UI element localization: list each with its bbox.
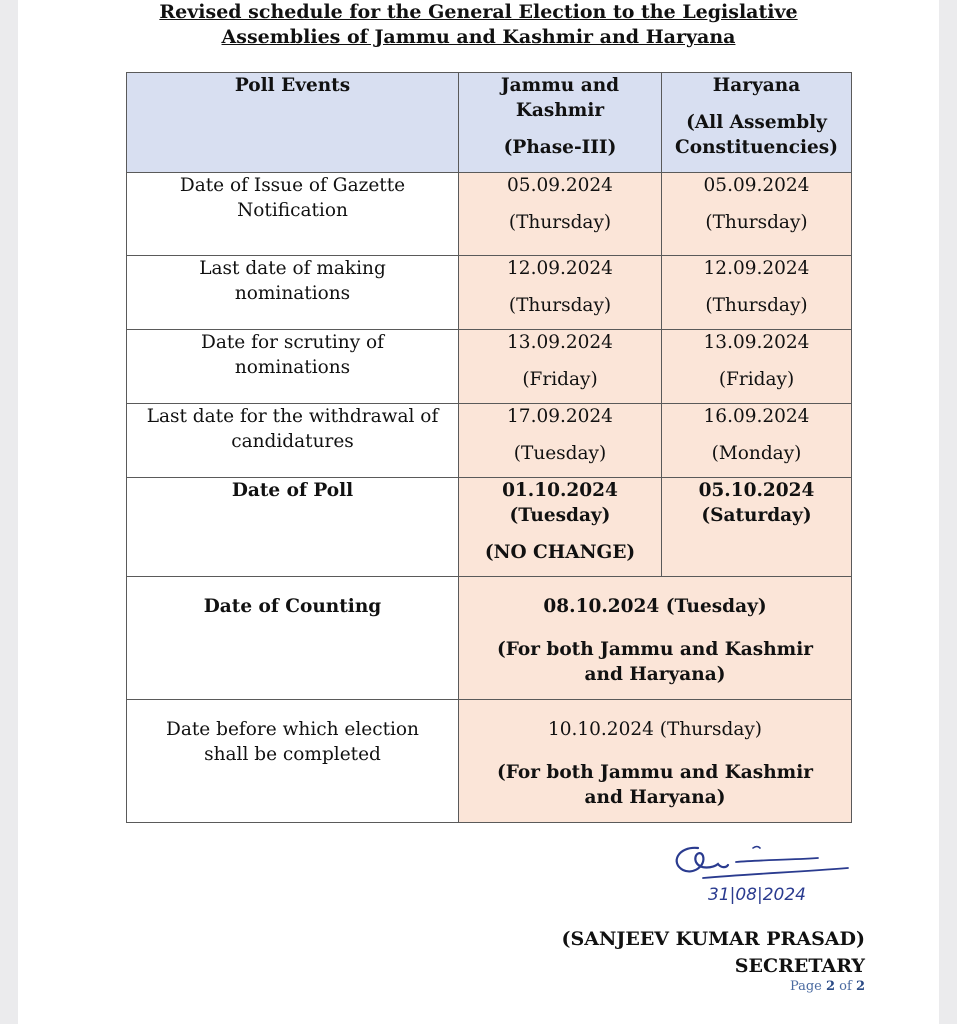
event-cell: Date before which election shall be completed: [127, 700, 459, 823]
completion-date-row: [127, 700, 852, 823]
jk-date-cell: 17.09.2024 (Tuesday): [459, 404, 662, 478]
hr-poll-cell: 05.10.2024 (Saturday): [662, 478, 852, 577]
event-cell: Last date for the withdrawal of candidatures: [127, 404, 459, 478]
completion-value-cell: 10.10.2024 (Thursday) (For both Jammu and Kashmir and Haryana): [459, 700, 852, 823]
signatory-block: [562, 926, 865, 980]
event-cell: Date for scrutiny of nominations: [127, 330, 459, 404]
signatory-name: (SANJEEV KUMAR PRASAD): [561, 928, 865, 950]
event-cell: Last date of making nominations: [127, 256, 459, 330]
header-poll-events: Poll Events: [127, 73, 459, 173]
title-line-1: Revised schedule for the General Election to the Legislative: [159, 1, 798, 23]
event-cell: Date of Poll: [127, 478, 459, 577]
jk-date-cell: 13.09.2024 (Friday): [459, 330, 662, 404]
hr-date-cell: 16.09.2024 (Monday): [662, 404, 852, 478]
event-cell: Date of Counting: [127, 577, 459, 700]
jk-poll-cell: 01.10.2024 (Tuesday) (NO CHANGE): [459, 478, 662, 577]
document-title: [18, 0, 939, 50]
hr-date-cell: 13.09.2024 (Friday): [662, 330, 852, 404]
jk-date-cell: 05.09.2024 (Thursday): [459, 173, 662, 256]
schedule-table: [126, 72, 852, 823]
table-row: [127, 404, 852, 478]
title-line-2: Assemblies of Jammu and Kashmir and Haryana: [221, 26, 736, 48]
table-header-row: [127, 73, 852, 173]
event-cell: Date of Issue of Gazette Notification: [127, 173, 459, 256]
document-page: [18, 0, 939, 1024]
hr-date-cell: 12.09.2024 (Thursday): [662, 256, 852, 330]
header-haryana: Haryana (All Assembly Constituencies): [662, 73, 852, 173]
poll-date-row: [127, 478, 852, 577]
counting-value-cell: 08.10.2024 (Tuesday) (For both Jammu and Kashmir and Haryana): [459, 577, 852, 700]
counting-date-row: [127, 577, 852, 700]
header-jammu-kashmir: Jammu and Kashmir (Phase-III): [459, 73, 662, 173]
handwritten-signature: [658, 838, 858, 908]
page-number: Page 2 of 2: [789, 979, 865, 994]
signatory-designation: SECRETARY: [734, 955, 865, 977]
table-row: [127, 173, 852, 256]
table-row: [127, 330, 852, 404]
hr-date-cell: 05.09.2024 (Thursday): [662, 173, 852, 256]
jk-date-cell: 12.09.2024 (Thursday): [459, 256, 662, 330]
handwritten-date: 31|08|2024: [708, 885, 806, 905]
table-row: [127, 256, 852, 330]
